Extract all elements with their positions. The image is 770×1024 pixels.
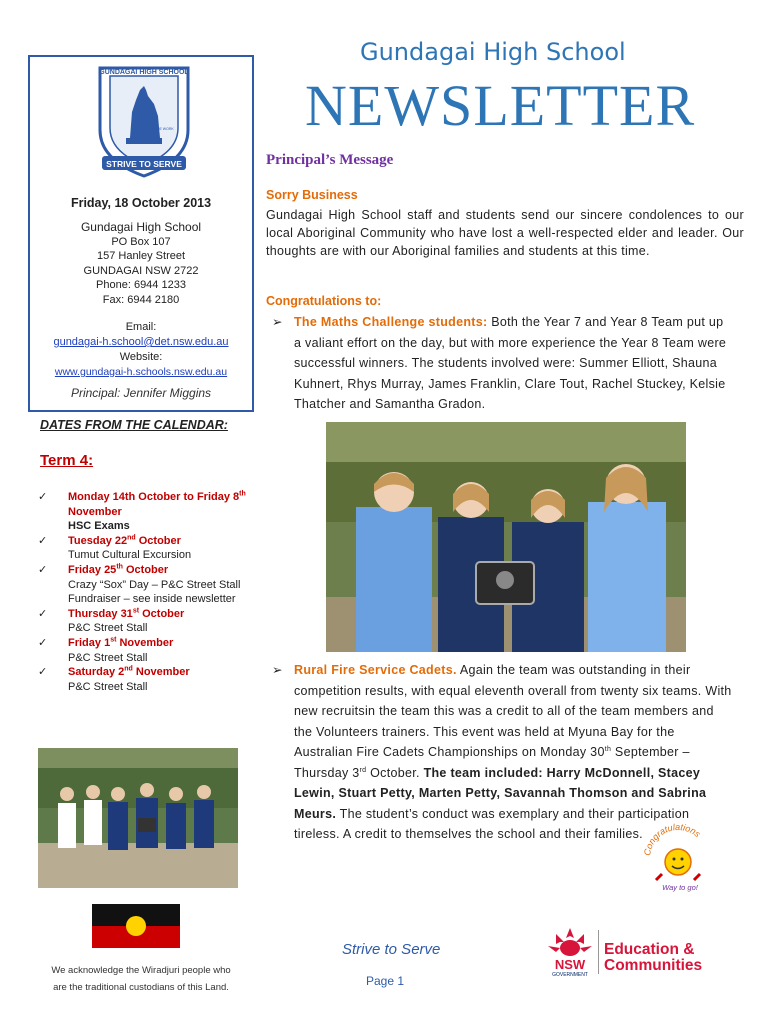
sorry-business-heading: Sorry Business xyxy=(266,188,358,202)
logo-divider xyxy=(598,930,599,974)
maths-challenge-item xyxy=(272,312,732,415)
calendar-item: ✓ Monday 14th October to Friday 8th November HSC Exams xyxy=(38,490,248,534)
calendar-heading: DATES FROM THE CALENDAR: xyxy=(40,418,228,432)
check-icon: ✓ xyxy=(38,563,48,576)
congratulations-sticker xyxy=(640,818,716,894)
school-crest-logo xyxy=(88,60,200,180)
check-icon: ✓ xyxy=(38,636,48,649)
calendar-item: ✓ Friday 1st November P&C Street Stall xyxy=(38,636,248,665)
website-label: Website: xyxy=(119,351,163,363)
rfs-team-names: The team included: Harry McDonnell, Stacey Lewin, Stuart Petty, Marten Petty, Savannah Thomson and Sabrina Meurs. xyxy=(294,765,707,821)
sticker-sub-text: Way to go! xyxy=(662,883,698,892)
maths-challenge-label: The Maths Challenge students: xyxy=(294,315,488,329)
contact-links xyxy=(30,320,252,380)
address-school: Gundagai High School xyxy=(80,220,202,234)
crest-motto-text: STRIVE TO SERVE xyxy=(106,159,182,169)
footer-motto: Strive to Serve xyxy=(342,941,441,958)
principal-message-heading: Principal’s Message xyxy=(266,152,394,168)
crest-top-text: GUNDAGAI HIGH SCHOOL xyxy=(99,69,189,76)
sticker-text: Congratulations xyxy=(642,821,703,857)
email-label: Email: xyxy=(125,321,157,333)
website-link[interactable]: www.gundagai-h.schools.nsw.edu.au xyxy=(54,366,228,378)
calendar-item-detail: P&C Street Stall xyxy=(68,622,148,635)
school-name: Gundagai High School xyxy=(360,38,626,66)
calendar-item-detail: HSC Exams xyxy=(68,520,130,533)
arrow-bullet-icon: ➢ xyxy=(272,315,283,329)
school-address xyxy=(30,220,252,307)
congratulations-heading: Congratulations to: xyxy=(266,294,382,308)
calendar-list xyxy=(38,490,248,694)
email-link[interactable]: gundagai-h.school@det.nsw.edu.au xyxy=(53,336,229,348)
check-icon: ✓ xyxy=(38,666,48,679)
check-icon: ✓ xyxy=(38,534,48,547)
address-phone: Phone: 6944 1233 xyxy=(96,279,186,291)
address-pobox: PO Box 107 xyxy=(111,235,171,248)
calendar-item-detail: Crazy “Sox” Day – P&C Street Stall Fundraiser – see inside newsletter xyxy=(68,578,241,606)
arrow-bullet-icon: ➢ xyxy=(272,663,283,677)
nsw-label: NSW xyxy=(554,957,586,972)
calendar-item-detail: Tumut Cultural Excursion xyxy=(68,549,192,562)
crest-badge-text: SINCERE WORK xyxy=(146,127,174,131)
page-number: Page 1 xyxy=(366,974,405,988)
rfs-cadets-label: Rural Fire Service Cadets. xyxy=(294,663,457,677)
term-heading: Term 4: xyxy=(40,452,94,469)
calendar-item-detail: P&C Street Stall xyxy=(68,651,148,664)
sorry-business-text: Gundagai High School staff and students send our sincere condolences to our local Aboriginal Community who have lost a well-respected elder and leader. Our thoughts are with our Aboriginal families and students at this time. xyxy=(266,208,744,258)
maths-team-photo xyxy=(326,422,686,652)
check-icon: ✓ xyxy=(38,491,48,503)
nsw-government-logo xyxy=(542,926,598,978)
department-name: Education & Communities xyxy=(604,941,703,974)
check-icon: ✓ xyxy=(38,607,48,620)
acknowledgement-text: We acknowledge the Wiradjuri people who are the traditional custodians of this Land. xyxy=(51,965,231,993)
calendar-item: ✓ Friday 25th October Crazy “Sox” Day – P&C Street Stall Fundraiser – see inside newsletter xyxy=(38,563,248,607)
address-fax: Fax: 6944 2180 xyxy=(102,293,180,306)
calendar-item: ✓ Thursday 31st October P&C Street Stall xyxy=(38,607,248,636)
maths-challenge-text: Both the Year 7 and Year 8 Team put up a valiant effort on the day, but with more experience the Year 8 Team were successful winners. The students involved were: Summer Elliott, Shauna Kuhnert, Rhys Murray, James Franklin, Clare Tout, Rachel Stuckey, Kelsie Thatcher and Samantha Gradon. xyxy=(294,315,727,411)
calendar-item: ✓ Tuesday 22nd October Tumut Cultural Excursion xyxy=(38,534,248,563)
address-street: 157 Hanley Street xyxy=(96,250,186,262)
calendar-item-detail: P&C Street Stall xyxy=(68,680,148,693)
rfs-cadets-item: ➢ Rural Fire Service Cadets. Again the team was outstanding in their competition results, with equal eleventh overall from twenty six teams. With new recruitsin the team this was a credit to all of the team members and the Volunteers trainers. This event was held at Myuna Bay for the Australian Fire Cadets Championships on Monday 30th September – Thursday 3rd October. The team included: Harry McDonnell, Stacey Lewin, Stuart Petty, Marten Petty, Savannah Thomson and Sabrina Meurs. The student’s conduct was exemplary and their participation tireless. A credit to themselves the school and their families. xyxy=(272,660,732,845)
principal-name: Principal: Jennifer Miggins xyxy=(70,386,212,400)
newsletter-title: NEWSLETTER xyxy=(305,73,696,138)
newsletter-date: Friday, 18 October 2013 xyxy=(70,196,212,210)
cadets-photo xyxy=(38,748,238,888)
nsw-sub-label: GOVERNMENT xyxy=(552,972,588,978)
aboriginal-flag xyxy=(92,904,180,948)
address-town: GUNDAGAI NSW 2722 xyxy=(83,264,199,277)
calendar-item: ✓ Saturday 2nd November P&C Street Stall xyxy=(38,665,248,694)
